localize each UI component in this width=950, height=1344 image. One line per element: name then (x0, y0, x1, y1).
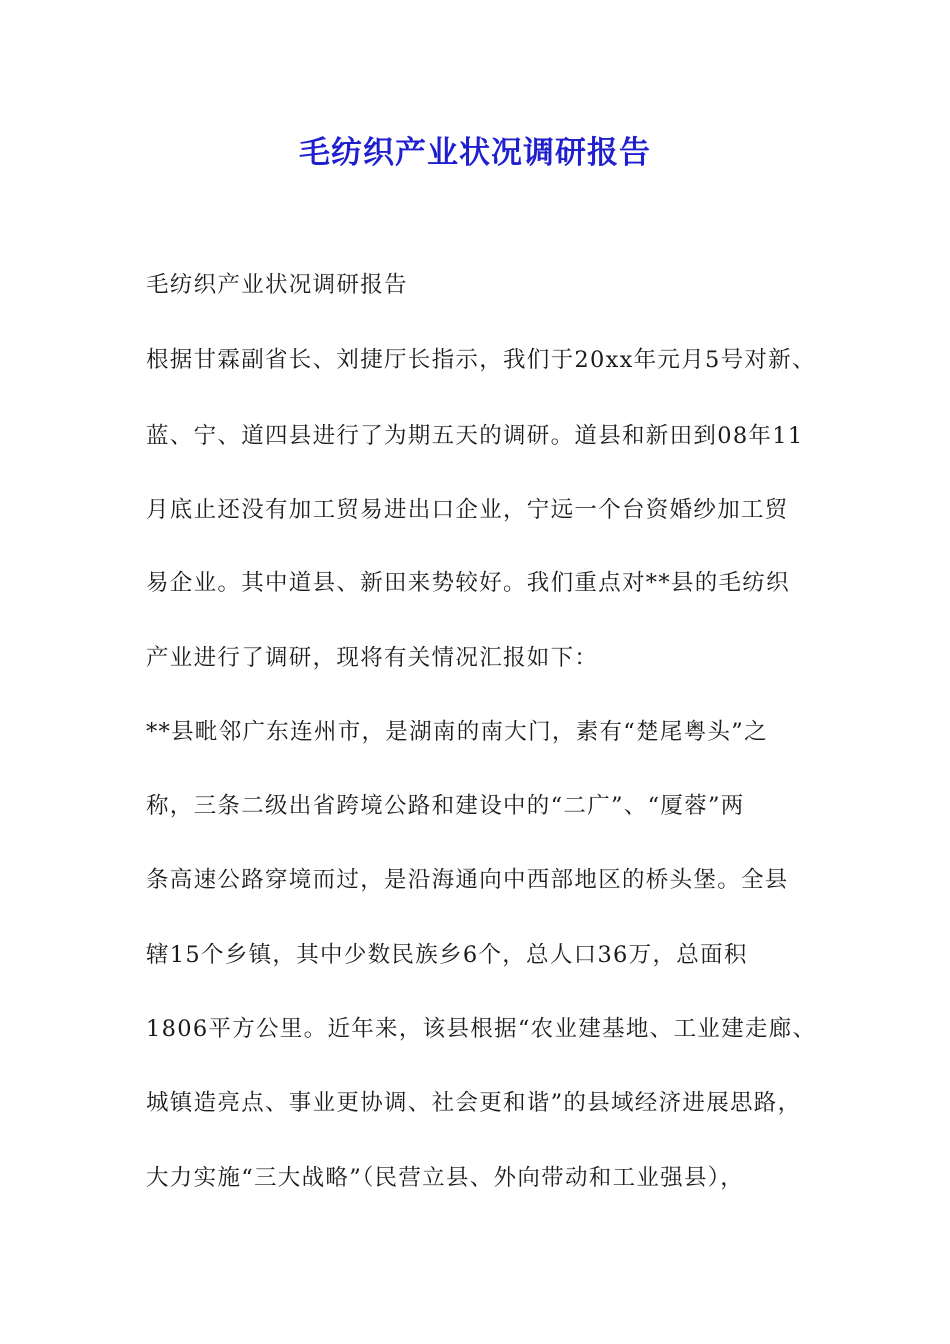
body-line: 1806平方公里。近年来，该县根据“农业建基地、工业建走廊、 (146, 1016, 817, 1042)
body-line: **县毗邻广东连州市，是湖南的南大门，素有“楚尾粤头”之 (146, 719, 768, 745)
body-line: 毛纺织产业状况调研报告 (146, 272, 408, 298)
body-line: 称，三条二级出省跨境公路和建设中的“二广”、“厦蓉”两 (146, 793, 745, 819)
document-title: 毛纺织产业状况调研报告 (299, 135, 651, 171)
body-line: 蓝、宁、道四县进行了为期五天的调研。道县和新田到08年11 (146, 423, 804, 449)
body-line: 条高速公路穿境而过，是沿海通向中西部地区的桥头堡。全县 (146, 867, 789, 893)
body-line: 城镇造亮点、事业更协调、社会更和谐”的县域经济进展思路， (146, 1090, 802, 1116)
body-line: 产业进行了调研，现将有关情况汇报如下： (146, 645, 599, 671)
body-line: 月底止还没有加工贸易进出口企业，宁远一个台资婚纱加工贸 (146, 497, 789, 523)
body-line: 大力实施“三大战略”（民营立县、外向带动和工业强县）， (146, 1165, 745, 1191)
body-line: 易企业。其中道县、新田来势较好。我们重点对**县的毛纺织 (146, 570, 790, 596)
body-line: 根据甘霖副省长、刘捷厅长指示，我们于20xx年元月5号对新、 (146, 347, 816, 373)
body-line: 辖15个乡镇，其中少数民族乡6个，总人口36万，总面积 (146, 942, 748, 968)
